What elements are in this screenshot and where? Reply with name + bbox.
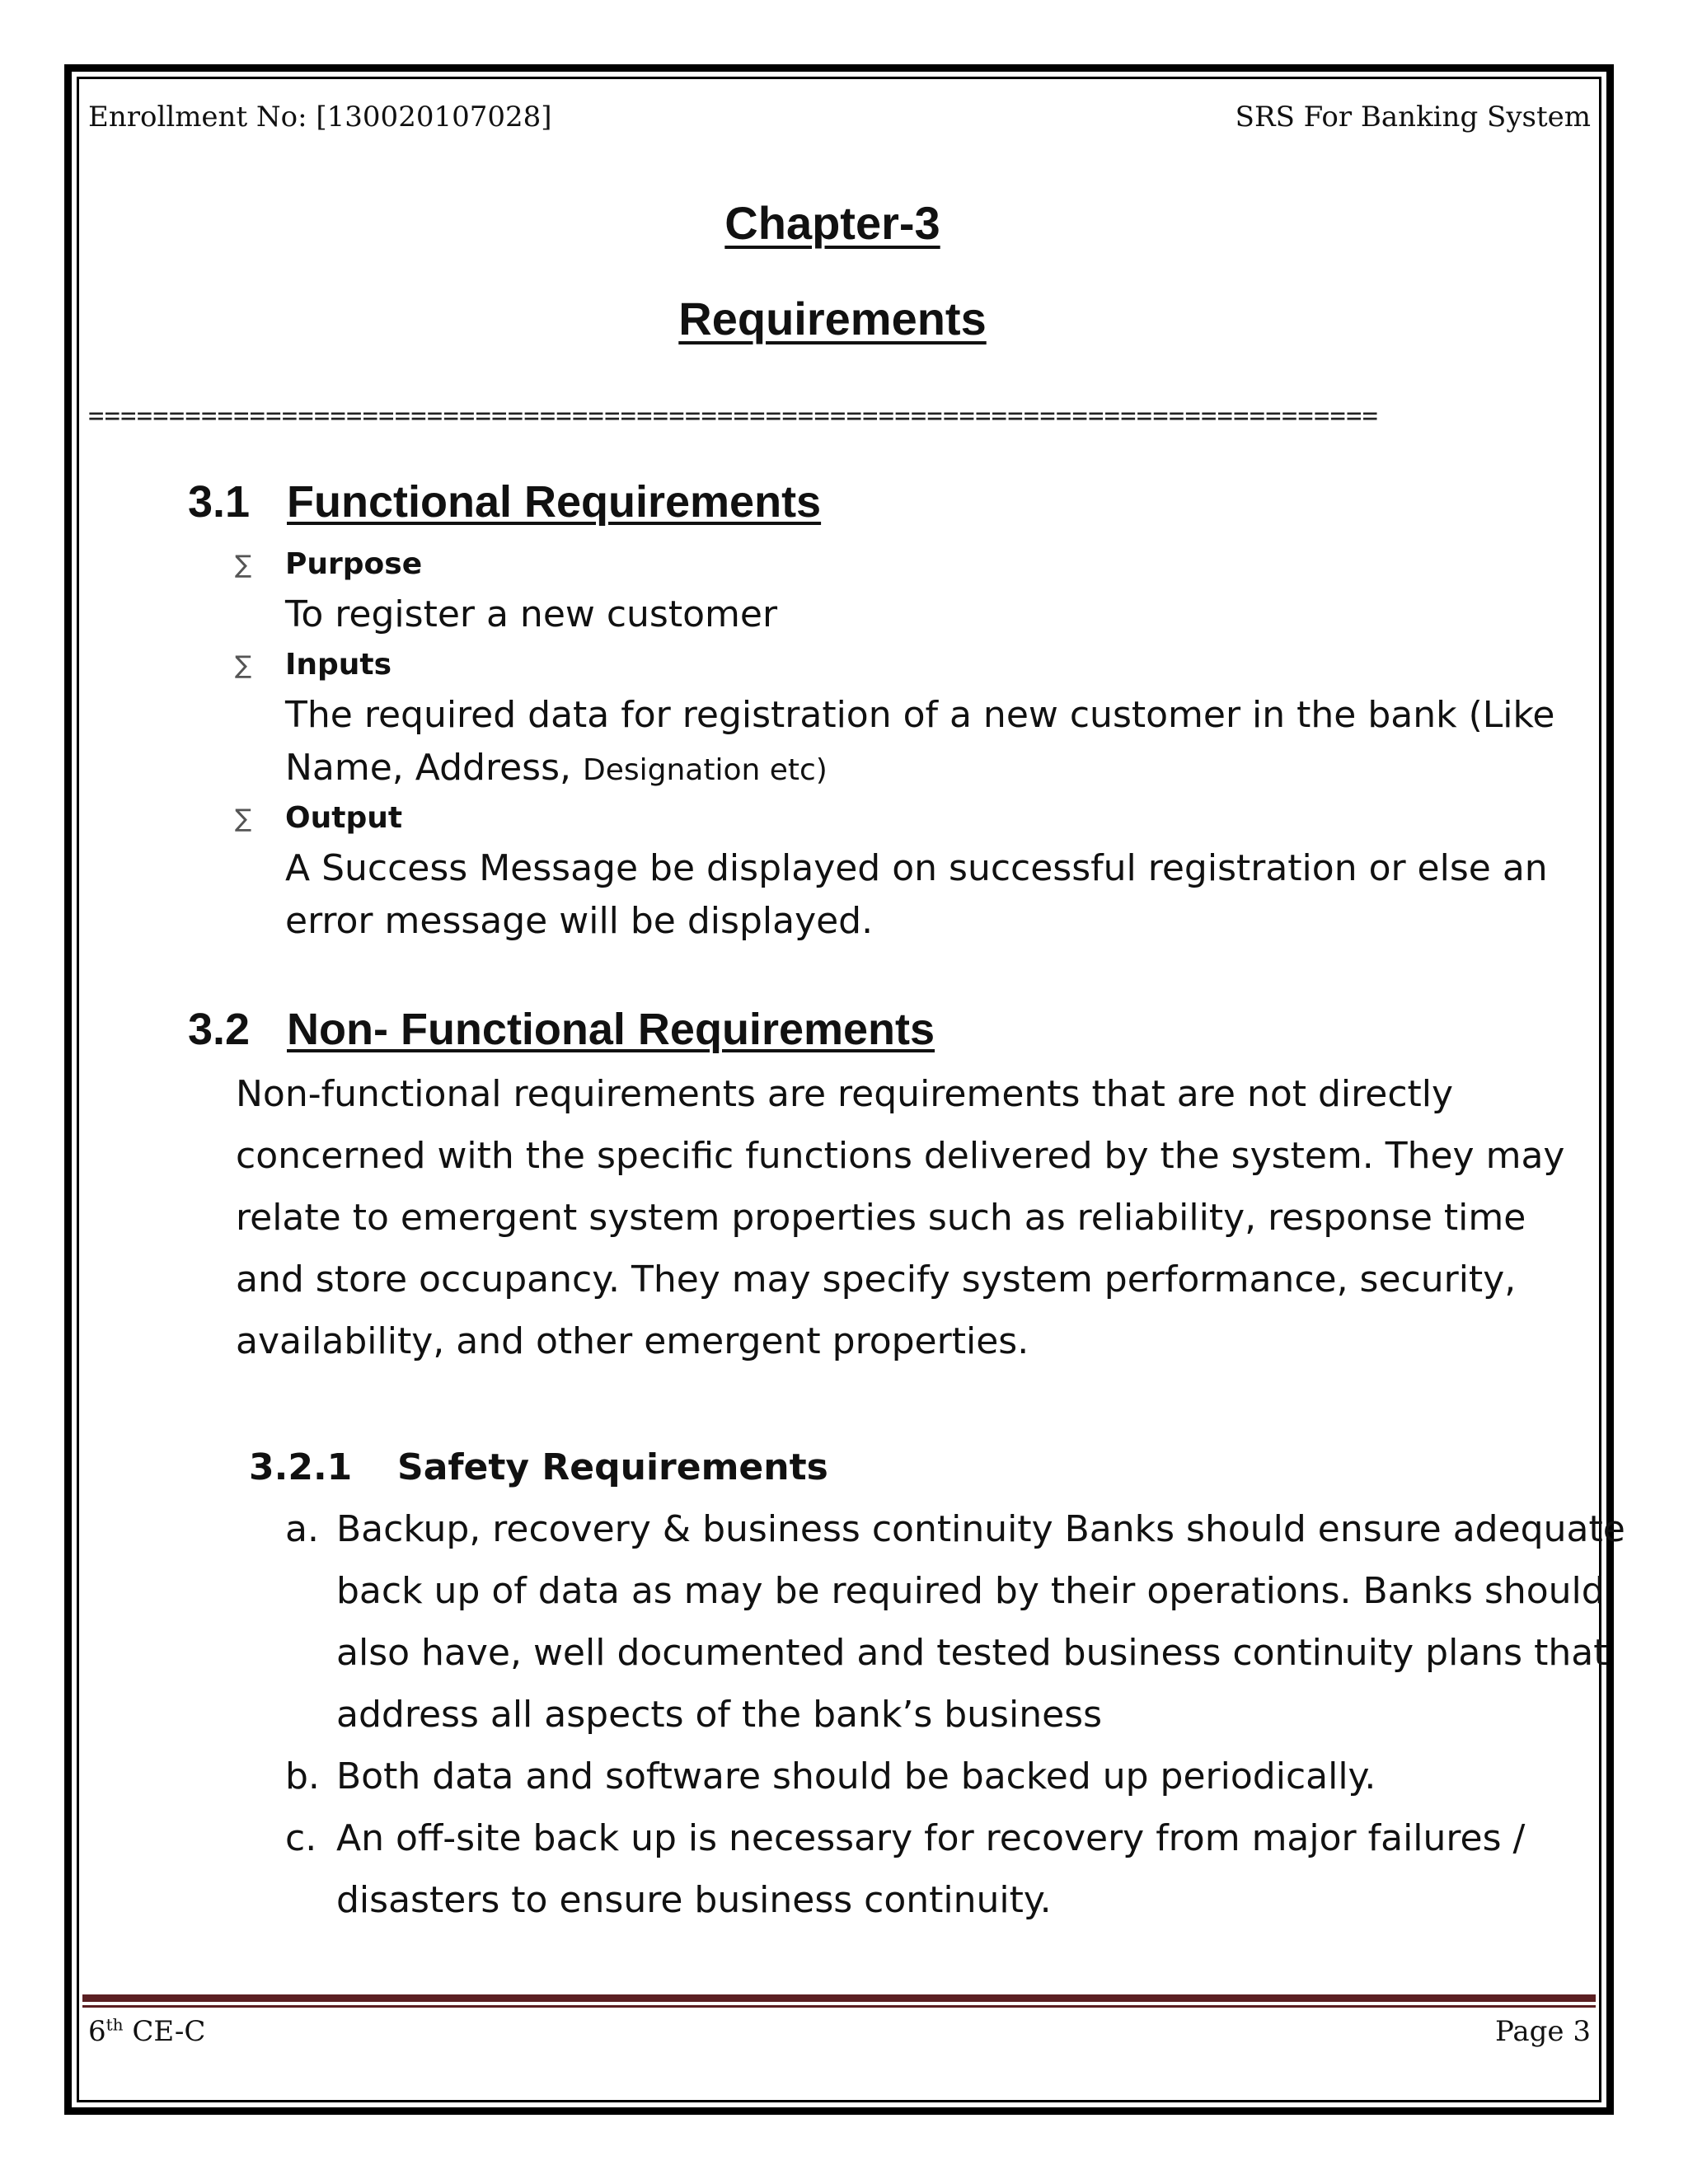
list-marker: c. xyxy=(285,1817,317,1859)
section-heading-3-1 xyxy=(188,476,821,527)
list-marker: a. xyxy=(285,1508,319,1550)
section-title: Non- Functional Requirements xyxy=(287,1005,935,1054)
inputs-text-line xyxy=(285,747,828,789)
footer-class xyxy=(88,2015,205,2048)
sigma-bullet-icon: ∑ xyxy=(235,804,252,833)
list-item-line: also have, well documented and tested business continuity plans that xyxy=(336,1632,1608,1674)
paragraph-line: and store occupancy. They may specify system performance, security, xyxy=(236,1258,1517,1301)
subsection-number: 3.2.1 xyxy=(249,1446,353,1488)
chapter-title: Chapter-3 xyxy=(724,197,940,249)
inputs-text-small: Designation etc) xyxy=(582,753,828,787)
inputs-text-line: The required data for registration of a new customer in the bank (Like xyxy=(285,694,1555,736)
output-label: Output xyxy=(285,801,403,835)
output-text-line: A Success Message be displayed on successful registration or else an xyxy=(285,847,1548,889)
footer-class-num: 6 xyxy=(88,2015,106,2048)
subsection-heading-3-2-1 xyxy=(249,1446,828,1488)
list-item-line: Both data and software should be backed up periodically. xyxy=(336,1755,1376,1797)
subsection-title: Safety Requirements xyxy=(397,1446,828,1488)
separator-line: ================================================================================ xyxy=(88,400,1379,431)
sigma-bullet-icon: ∑ xyxy=(235,551,252,579)
header-enrollment: Enrollment No: [130020107028] xyxy=(88,101,552,134)
footer-page-number: Page 3 xyxy=(1495,2015,1591,2048)
section-number: 3.1 xyxy=(188,477,251,527)
footer-rule-thick xyxy=(82,1994,1596,2002)
footer-rule-thin xyxy=(82,2005,1596,2008)
paragraph-line: concerned with the specific functions delivered by the system. They may xyxy=(236,1135,1565,1177)
inputs-label: Inputs xyxy=(285,648,392,682)
paragraph-line: availability, and other emergent properties. xyxy=(236,1320,1029,1362)
sigma-bullet-icon: ∑ xyxy=(235,651,252,680)
list-item-line: Backup, recovery & business continuity Banks should ensure adequate xyxy=(336,1508,1625,1550)
paragraph-line: relate to emergent system properties such as reliability, response time xyxy=(236,1197,1526,1239)
section-heading-3-2 xyxy=(188,1004,935,1055)
inputs-text-main: Name, Address, xyxy=(285,747,583,789)
list-item-line: address all aspects of the bank’s business xyxy=(336,1694,1103,1736)
chapter-subtitle: Requirements xyxy=(678,293,987,344)
list-item-line: back up of data as may be required by their operations. Banks should xyxy=(336,1570,1605,1612)
section-title: Functional Requirements xyxy=(287,477,822,527)
header-document-title: SRS For Banking System xyxy=(1235,101,1591,134)
footer-class-suffix: th xyxy=(106,2014,124,2035)
list-marker: b. xyxy=(285,1755,320,1797)
section-number: 3.2 xyxy=(188,1005,251,1054)
list-item-line: An off-site back up is necessary for recovery from major failures / xyxy=(336,1817,1526,1859)
output-text-line: error message will be displayed. xyxy=(285,900,874,942)
footer-class-rest: CE-C xyxy=(123,2015,206,2048)
purpose-label: Purpose xyxy=(285,547,423,581)
purpose-text: To register a new customer xyxy=(285,593,778,635)
list-item-line: disasters to ensure business continuity. xyxy=(336,1879,1052,1921)
paragraph-line: Non-functional requirements are requirements that are not directly xyxy=(236,1073,1454,1115)
